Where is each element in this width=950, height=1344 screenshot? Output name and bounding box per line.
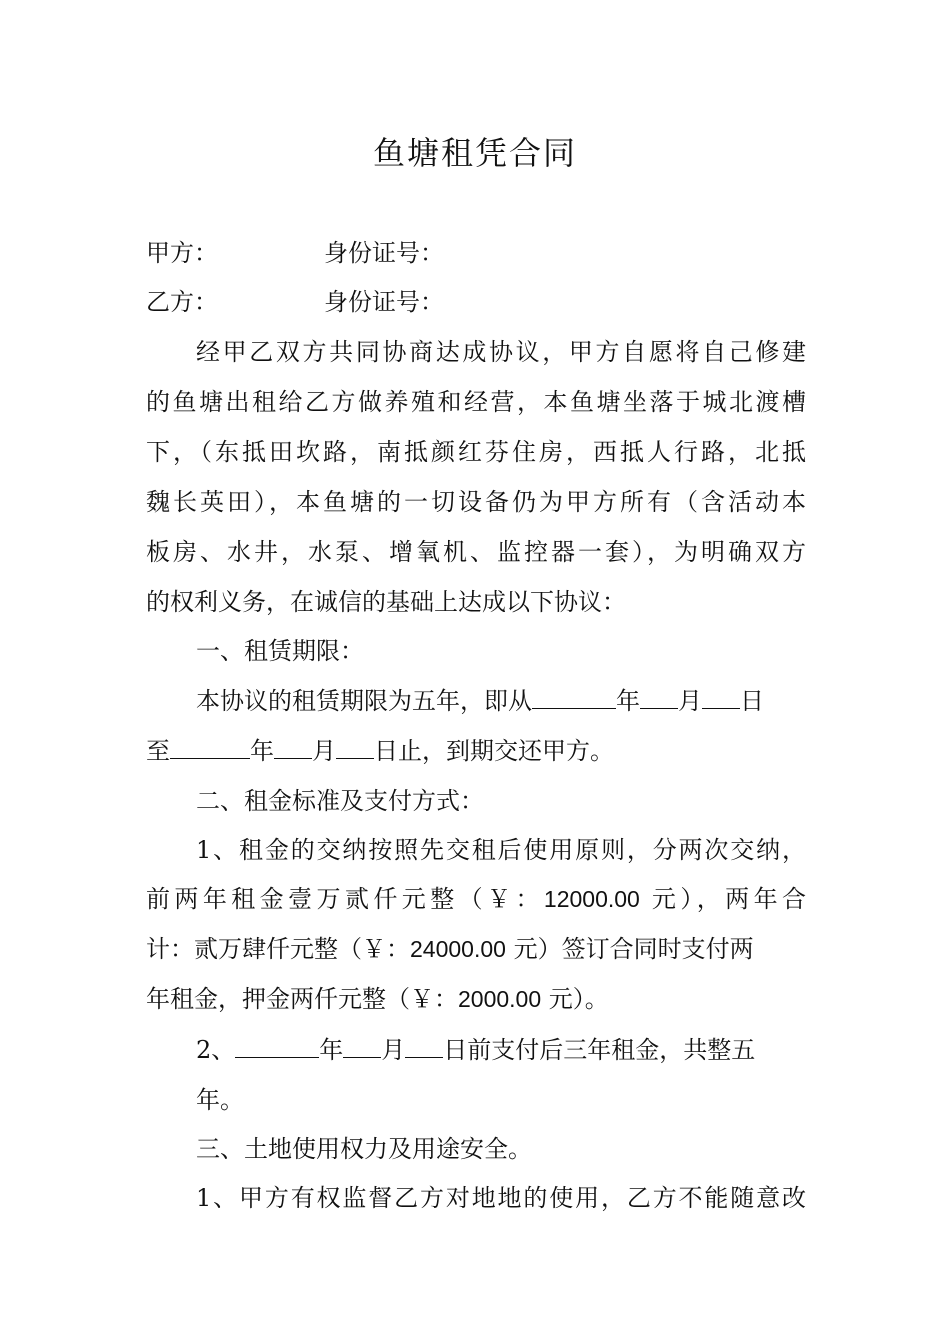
rent-item1-line: 年租金，押金两仟元整（￥：2000.00 元）。 bbox=[146, 985, 609, 1013]
intro-line: 下，（东抵田坎路，南抵颜红芬住房，西抵人行路，北抵 bbox=[146, 438, 806, 466]
two-year-rent-amount: 12000.00 bbox=[543, 886, 640, 912]
party-b-row bbox=[146, 286, 806, 318]
payment-year-blank bbox=[235, 1035, 319, 1058]
section2-heading: 二、租金标准及支付方式： bbox=[196, 787, 484, 815]
party-a-row bbox=[146, 237, 806, 269]
start-month-blank bbox=[640, 686, 678, 709]
total-rent-amount: 24000.00 bbox=[410, 936, 506, 962]
land-use-item1-line: 1、甲方有权监督乙方对地地的使用，乙方不能随意改 bbox=[196, 1184, 806, 1212]
start-day-blank bbox=[702, 686, 740, 709]
payment-day-blank bbox=[405, 1035, 443, 1058]
lease-term-line-1: 本协议的租赁期限为五年，即从 年 月 日 bbox=[196, 687, 764, 715]
party-a-label: 甲方： bbox=[146, 239, 218, 267]
document-title: 鱼塘租凭合同 bbox=[372, 134, 577, 172]
intro-line: 板房、水井，水泵、增氧机、监控器一套），为明确双方 bbox=[146, 538, 806, 566]
section1-heading: 一、租赁期限： bbox=[196, 637, 364, 665]
rent-item1-line: 1、租金的交纳按照先交租后使用原则，分两次交纳， bbox=[196, 836, 806, 864]
end-month-blank bbox=[274, 736, 312, 759]
party-b-id-label: 身份证号： bbox=[324, 288, 444, 316]
rent-item2-tail: 年。 bbox=[196, 1086, 244, 1114]
rent-item1-line: 计：贰万肆仟元整（￥：24000.00 元）签订合同时支付两 bbox=[146, 935, 754, 963]
rent-item1-line: 前两年租金壹万贰仟元整（￥：12000.00 元），两年合 bbox=[146, 885, 807, 913]
end-day-blank bbox=[336, 736, 374, 759]
party-a-id-label: 身份证号： bbox=[324, 239, 444, 267]
start-year-blank bbox=[532, 686, 616, 709]
party-b-label: 乙方： bbox=[146, 288, 218, 316]
deposit-amount: 2000.00 bbox=[458, 986, 542, 1012]
intro-line: 魏长英田），本鱼塘的一切设备仍为甲方所有（含活动本 bbox=[146, 488, 806, 516]
payment-month-blank bbox=[343, 1035, 381, 1058]
end-year-blank bbox=[170, 736, 250, 759]
intro-line: 的权利义务，在诚信的基础上达成以下协议： bbox=[146, 588, 626, 616]
section3-heading: 三、土地使用权力及用途安全。 bbox=[196, 1135, 532, 1163]
rent-item2-line: 2、 年 月 日前支付后三年租金，共整五 bbox=[196, 1036, 756, 1064]
intro-line: 的鱼塘出租给乙方做养殖和经营，本鱼塘坐落于城北渡槽 bbox=[146, 388, 806, 416]
lease-term-line-2: 至 年 月 日止，到期交还甲方。 bbox=[146, 737, 614, 765]
intro-line: 经甲乙双方共同协商达成协议，甲方自愿将自己修建 bbox=[196, 338, 806, 366]
